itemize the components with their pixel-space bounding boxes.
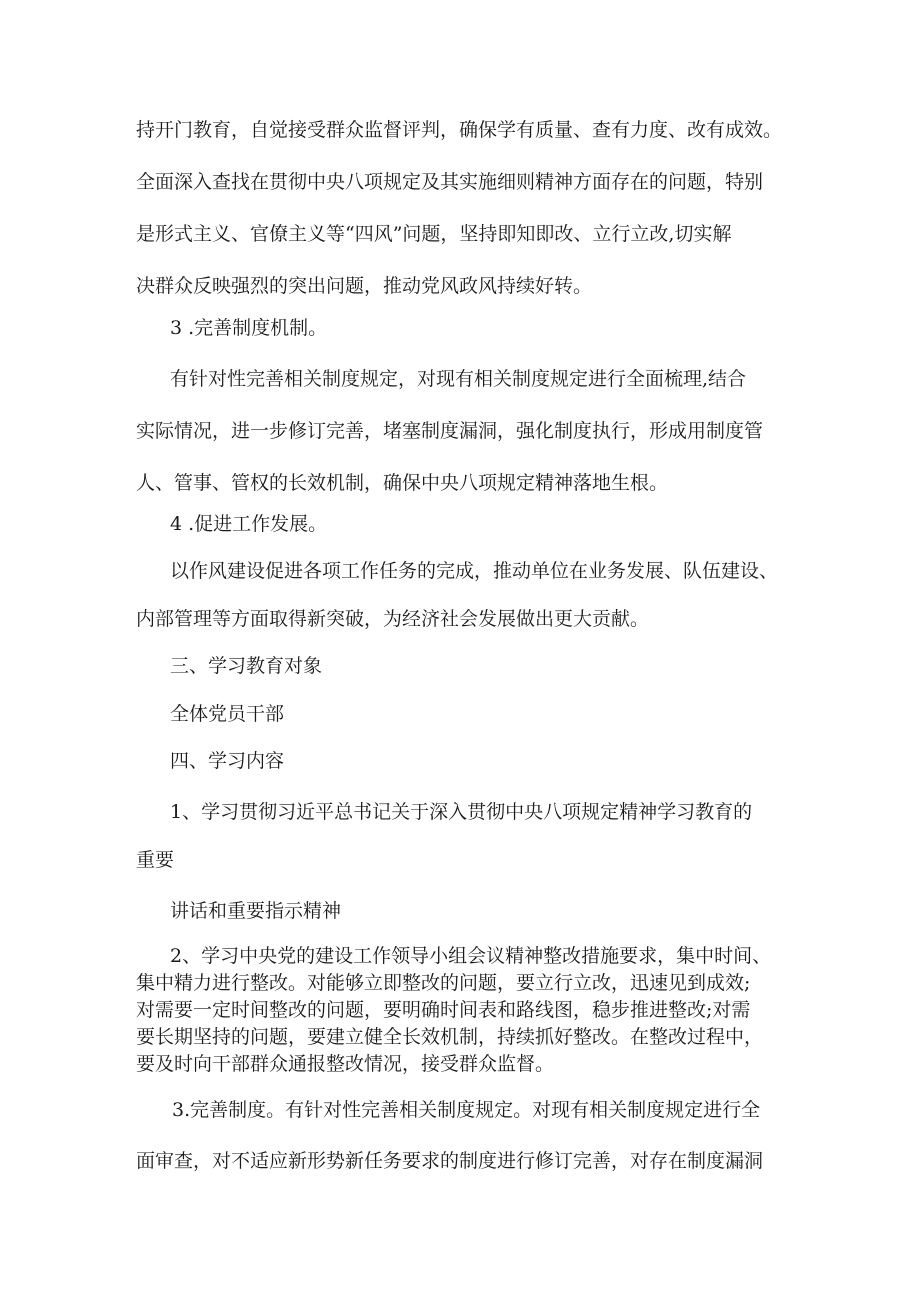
paragraph-line: 内部管理等方面取得新突破，为经济社会发展做出更大贡献。 (136, 608, 650, 630)
paragraph-line: 是形式主义、官僚主义等“四风”问题，坚持即知即改、立行立改,切实解 (136, 223, 732, 245)
paragraph-line: 要长期坚持的问题，要建立健全长效机制，持续抓好整改。在整改过程中， (136, 1026, 764, 1048)
paragraph-line: 讲话和重要指示精神 (170, 900, 342, 922)
heading-text: 4 .促进工作发展。 (170, 513, 328, 535)
paragraph-line: 对需要一定时间整改的问题，要明确时间表和路线图，稳步推进整改;对需 (136, 999, 751, 1021)
heading-text: 三、学习教育对象 (170, 655, 323, 677)
paragraph-line: 集中精力进行整改。对能够立即整改的问题，要立行立改，迅速见到成效; (136, 972, 751, 994)
paragraph-line: 重要 (136, 849, 175, 871)
paragraph-line: 有针对性完善相关制度规定，对现有相关制度规定进行全面梳理,结合 (170, 368, 747, 390)
heading-text: 四、学习内容 (170, 750, 285, 772)
paragraph-line: 全面深入查找在贯彻中央八项规定及其实施细则精神方面存在的问题，特别 (136, 171, 764, 193)
heading-text: 3 .完善制度机制。 (170, 317, 328, 339)
paragraph-line: 决群众反映强烈的突出问题，推动党风政风持续好转。 (136, 275, 593, 297)
paragraph-line: 持开门教育，自觉接受群众监督评判，确保学有质量、查有力度、改有成效。 (136, 119, 783, 141)
paragraph-line: 2、学习中央党的建设工作领导小组会议精神整改措施要求，集中时间、 (170, 945, 772, 967)
paragraph-line: 1、学习贯彻习近平总书记关于深入贯彻中央八项规定精神学习教育的 (170, 801, 753, 823)
paragraph-line: 全体党员干部 (170, 703, 285, 725)
paragraph-line: 实际情况，进一步修订完善，堵塞制度漏洞，强化制度执行，形成用制度管 (136, 420, 764, 442)
paragraph-line: 3.完善制度。有针对性完善相关制度规定。对现有相关制度规定进行全 (172, 1099, 761, 1121)
paragraph-line: 要及时向干部群众通报整改情况，接受群众监督。 (136, 1053, 555, 1075)
paragraph-line: 以作风建设促进各项工作任务的完成，推动单位在业务发展、队伍建设、 (170, 560, 779, 582)
paragraph-line: 人、管事、管权的长效机制，确保中央八项规定精神落地生根。 (136, 472, 669, 494)
paragraph-line: 面审查，对不适应新形势新任务要求的制度进行修订完善，对存在制度漏洞 (136, 1150, 764, 1172)
